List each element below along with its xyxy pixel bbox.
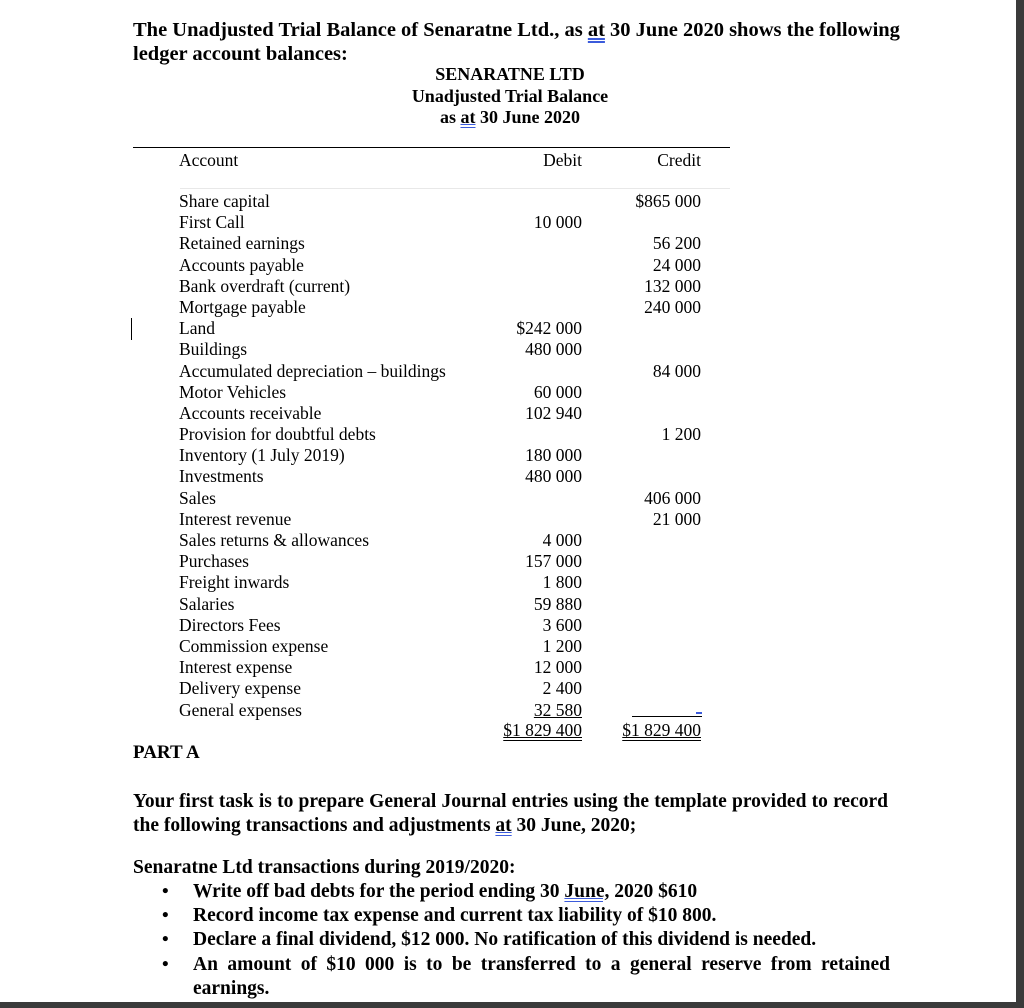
table-row: [179, 233, 719, 254]
edit-mark: [696, 712, 702, 714]
account-name: Commission expense: [179, 635, 329, 656]
table-row: [179, 339, 719, 360]
header-credit: Credit: [657, 150, 701, 170]
account-name: Mortgage payable: [179, 296, 306, 317]
list-item: • Record income tax expense and current tax liability of $10 800.: [160, 904, 890, 928]
account-name: Land: [179, 318, 215, 339]
part-a-heading: PART A: [133, 742, 200, 763]
credit-amount: 21 000: [652, 508, 701, 529]
table-row: [179, 615, 719, 636]
account-name: Retained earnings: [179, 233, 305, 254]
table-row: [179, 445, 719, 466]
report-date: as at 30 June 2020: [439, 107, 581, 127]
table-row: [179, 488, 719, 509]
table-row: [179, 657, 719, 678]
table-row: [179, 466, 719, 487]
trial-balance-title: [300, 64, 720, 129]
account-name: Accounts payable: [179, 254, 304, 275]
account-name: Provision for doubtful debts: [179, 424, 376, 445]
table-row: [179, 636, 719, 657]
table-row: [179, 594, 719, 615]
table-top-rule: [133, 147, 730, 148]
table-row: [179, 276, 719, 297]
header-account: Account: [179, 150, 239, 170]
table-row: [179, 255, 719, 276]
debit-amount: 12 000: [533, 657, 582, 678]
account-name: Interest expense: [179, 657, 293, 678]
account-name: Accumulated depreciation – buildings: [179, 360, 446, 381]
text-cursor: [131, 318, 132, 340]
debit-amount: 1 800: [542, 572, 582, 593]
debit-amount: 480 000: [525, 466, 582, 487]
debit-amount: 102 940: [525, 402, 582, 423]
account-name: Motor Vehicles: [179, 381, 287, 402]
header-rule: [180, 188, 730, 189]
credit-amount: 406 000: [644, 487, 701, 508]
account-name: Share capital: [179, 191, 270, 211]
window-bottom-edge: [0, 1002, 1024, 1008]
table-row: [179, 572, 719, 593]
list-item: • Declare a final dividend, $12 000. No ratification of this dividend is needed.: [160, 928, 890, 952]
debit-amount: 180 000: [525, 445, 582, 466]
account-name: Accounts receivable: [179, 402, 322, 423]
credit-amount: 132 000: [644, 275, 701, 296]
account-name: Investments: [179, 466, 264, 487]
transactions-heading: Senaratne Ltd transactions during 2019/2020:: [133, 857, 516, 878]
account-name: Sales returns & allowances: [179, 530, 370, 550]
debit-amount: 3 600: [542, 614, 582, 635]
credit-total-rule: [632, 716, 702, 717]
debit-amount: 60 000: [533, 381, 582, 402]
list-item: • An amount of $10 000 is to be transferred to a general reserve from retained earnings.: [160, 953, 890, 1001]
table-row: [179, 382, 719, 403]
debit-amount: 480 000: [525, 339, 582, 360]
account-name: Bank overdraft (current): [179, 275, 351, 296]
table-row: [179, 318, 719, 339]
company-name: SENARATNE LTD: [435, 64, 585, 84]
account-name: Salaries: [179, 593, 235, 614]
list-item: • Write off bad debts for the period ending 30 June, 2020 $610: [160, 880, 890, 904]
table-row: [179, 424, 719, 445]
account-name: Delivery expense: [179, 678, 301, 699]
account-name: Directors Fees: [179, 614, 281, 635]
credit-amount: 84 000: [652, 360, 701, 381]
account-name: First Call: [179, 212, 245, 233]
debit-amount: 157 000: [525, 551, 582, 572]
total-credit: $1 829 400: [622, 720, 701, 740]
credit-amount: 1 200: [661, 424, 701, 445]
account-name: Freight inwards: [179, 572, 290, 593]
account-name: Interest revenue: [179, 508, 292, 529]
table-row: [179, 551, 719, 572]
table-row: [179, 361, 719, 382]
credit-amount: 240 000: [644, 296, 701, 317]
report-name: Unadjusted Trial Balance: [411, 85, 609, 106]
account-name: Purchases: [179, 551, 249, 572]
table-row: [179, 191, 719, 212]
table-row: [179, 212, 719, 233]
account-name: Inventory (1 July 2019): [179, 445, 345, 466]
debit-amount: 1 200: [542, 635, 582, 656]
credit-amount: 56 200: [652, 233, 701, 254]
total-debit: $1 829 400: [503, 720, 582, 740]
table-row: [179, 297, 719, 318]
account-name: Sales: [179, 487, 216, 508]
table-row: [179, 403, 719, 424]
table-row: [179, 509, 719, 530]
debit-amount: 59 880: [533, 593, 582, 614]
table-row: [179, 700, 719, 721]
intro-paragraph: The Unadjusted Trial Balance of Senaratne Ltd., as at 30 June 2020 shows the following ledger account balances:: [133, 19, 900, 65]
transactions-list: [160, 880, 890, 1001]
debit-amount: 10 000: [533, 212, 582, 233]
debit-amount: 4 000: [542, 530, 582, 550]
task-paragraph: Your first task is to prepare General Journal entries using the template provided to record the following transactions and adjustments at 30 June, 2020;: [133, 791, 888, 836]
trial-balance-rows: [179, 191, 719, 721]
debit-amount: $242 000: [516, 318, 582, 339]
credit-amount: 24 000: [652, 254, 701, 275]
window-edge: [1016, 0, 1024, 1008]
table-row: [179, 530, 719, 551]
account-name: Buildings: [179, 339, 248, 360]
account-name: General expenses: [179, 699, 302, 720]
credit-amount: $865 000: [635, 191, 701, 211]
table-row: [179, 678, 719, 699]
header-debit: Debit: [543, 150, 582, 170]
debit-amount: 32 580: [533, 699, 582, 720]
debit-amount: 2 400: [542, 678, 582, 699]
